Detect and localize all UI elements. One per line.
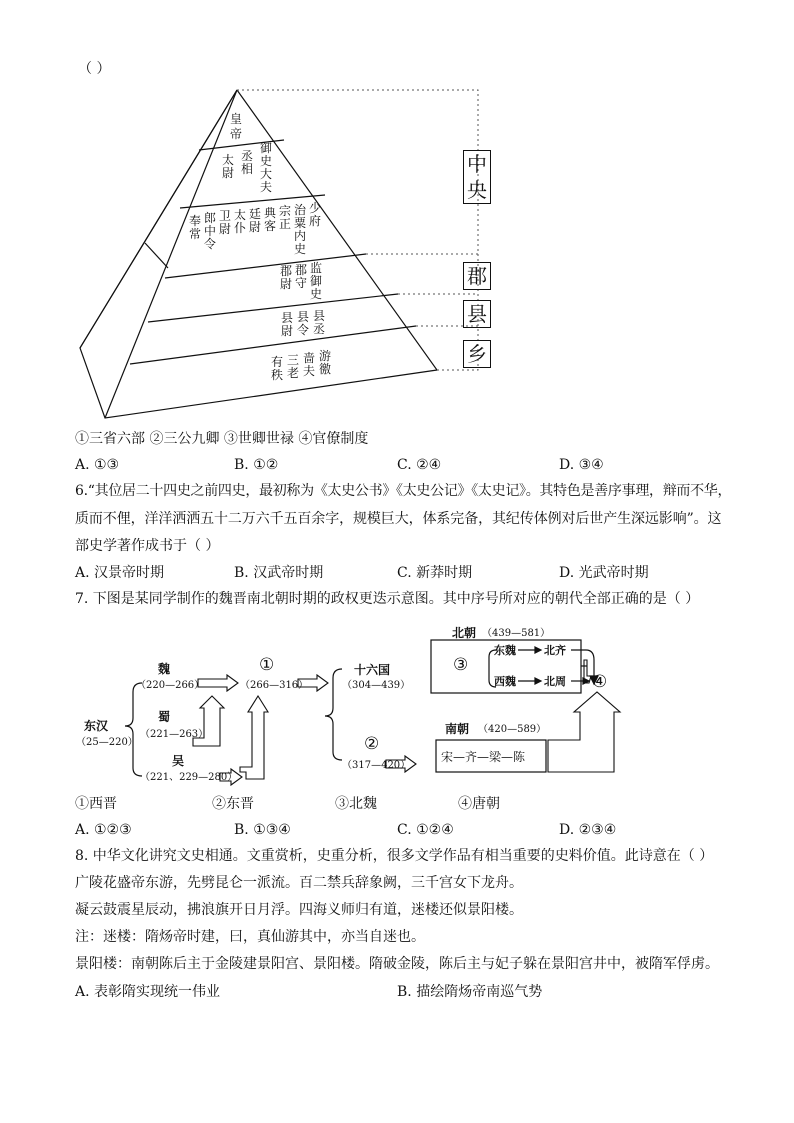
nanchao-years: （420—589）	[478, 724, 547, 735]
pyramid-youzhi: 有秩	[271, 355, 284, 382]
label-jun: 郡	[463, 262, 491, 290]
label-xiang: 乡	[463, 340, 491, 368]
q6-option-c[interactable]: C. 新莽时期	[397, 565, 473, 581]
pyramid-chengxiang: 丞相	[241, 149, 254, 176]
beichao-years: （439—581）	[482, 628, 551, 639]
pyramid-weiwei: 卫尉	[219, 209, 232, 236]
pyramid-langzhongling: 郎中令	[204, 211, 217, 251]
pyramid-junwei: 郡尉	[280, 264, 293, 291]
q8-note-2: 景阳楼：南朝陈后主于金陵建景阳宫、景阳楼。隋破金陵，陈后主与妃子躲在景阳宫井中，被隋军俘虏。	[75, 956, 719, 972]
q6-option-a[interactable]: A. 汉景帝时期	[75, 565, 165, 581]
q5-option-d[interactable]: D. ③④	[559, 457, 604, 473]
q7-item-4: ④唐朝	[458, 796, 500, 812]
pyramid-tingwei: 廷尉	[249, 207, 262, 234]
q7-item-1: ①西晋	[75, 796, 117, 812]
pyramid-zhisu: 治粟	[294, 203, 307, 230]
sixteen-years: （304—439）	[342, 680, 411, 691]
q8-note-1: 注：迷楼：隋炀帝时建，曰，真仙游其中，亦当自迷也。	[75, 929, 425, 945]
pyramid-emperor: 皇帝	[230, 112, 243, 141]
q7-stem: 7. 下图是某同学制作的魏晋南北朝时期的政权更迭示意图。其中序号所对应的朝代全部正确的是（ ）	[75, 591, 700, 607]
q6-stem-line2: 质而不俚，洋洋洒洒五十二万六千五百余字，规模巨大，体系完备，其纪传体例对后世产生深远影响”。这	[75, 511, 722, 527]
pyramid-junshou: 郡守	[295, 263, 308, 290]
pyramid-shaofu: 少府	[309, 201, 322, 228]
label-central: 中央	[463, 150, 491, 204]
pyramid-xianling: 县令	[297, 310, 310, 337]
pyramid-yushi: 御史大夫	[260, 141, 273, 194]
q5-option-c[interactable]: C. ②④	[397, 457, 442, 473]
pyramid-taipu: 太仆	[234, 208, 247, 235]
beichao-label: 北朝	[452, 626, 477, 640]
q8-option-b[interactable]: B. 描绘隋炀帝南巡气势	[397, 984, 543, 1000]
q7-item-3: ③北魏	[335, 796, 377, 812]
q7-option-a[interactable]: A. ①②③	[75, 822, 132, 838]
q5-option-a[interactable]: A. ①③	[75, 457, 120, 473]
marker-3: ③	[453, 655, 469, 675]
q6-option-b[interactable]: B. 汉武帝时期	[234, 565, 324, 581]
pyramid-xianwei: 县尉	[281, 311, 294, 338]
q6-stem-line1: 6.“其位居二十四史之前四史，最初称为《太史公书》《太史公记》《太史记》。其特色是善序事理，辩而不华，	[75, 483, 732, 499]
label-xian: 县	[463, 300, 491, 328]
marker-4: ④	[592, 672, 608, 692]
q6-stem-line3: 部史学著作成书于（ ）	[75, 538, 220, 554]
pyramid-zongzheng: 宗正	[279, 204, 292, 231]
q8-poem-line2: 凝云鼓震星辰动，拂浪旗开日月浮。四海义师归有道，迷楼还似景阳楼。	[75, 902, 523, 918]
donghan-years: （25—220）	[76, 737, 138, 748]
donghan-label: 东汉	[84, 719, 109, 733]
q8-poem-line1: 广陵花盛帝东游，先劈昆仑一派流。百二禁兵辞象阙，三千宫女下龙舟。	[75, 875, 523, 891]
q7-option-d[interactable]: D. ②③④	[559, 822, 617, 838]
wu-years: （221、229—280）	[140, 772, 238, 783]
pyramid-sefu: 啬夫	[303, 351, 316, 378]
pyramid-dianke: 典客	[264, 206, 277, 233]
q7-item-2: ②东晋	[212, 796, 254, 812]
q5-items: ①三省六部 ②三公九卿 ③世卿世禄 ④官僚制度	[75, 431, 369, 447]
q5-option-b[interactable]: B. ①②	[234, 457, 279, 473]
pyramid-sanlao: 三老	[287, 353, 300, 380]
wei-label: 魏	[158, 662, 171, 676]
pyramid-youjiao: 游徼	[319, 349, 332, 376]
wu-label: 吴	[172, 754, 185, 768]
q8-option-a[interactable]: A. 表彰隋实现统一伟业	[75, 984, 221, 1000]
q7-option-c[interactable]: C. ①②④	[397, 822, 454, 838]
n1-years: （266—316）	[240, 680, 309, 691]
marker-2: ②	[364, 734, 380, 754]
n2-years: （317—420）	[342, 760, 411, 771]
q7-option-b[interactable]: B. ①③④	[234, 822, 291, 838]
pyramid-xiancheng: 县丞	[313, 309, 326, 336]
pyramid-jianyushi: 监御史	[310, 261, 323, 301]
nanchao-sequence: 宋—齐—梁—陈	[441, 750, 526, 764]
wei-years: （220—266）	[136, 680, 205, 691]
sixteen-kingdoms-label: 十六国	[354, 663, 391, 677]
pyramid-fengchang: 奉常	[189, 214, 202, 241]
pyramid-neishi: 内史	[294, 229, 307, 256]
q5-blank: （ ）	[78, 61, 111, 77]
beizhou-label: 北周	[544, 675, 566, 688]
xiwei-label: 西魏	[494, 675, 516, 688]
dongwei-label: 东魏	[494, 644, 516, 657]
pyramid-taiwei: 太尉	[222, 153, 235, 180]
q6-option-d[interactable]: D. 光武帝时期	[559, 565, 649, 581]
shu-years: （221—263）	[140, 729, 209, 740]
q8-stem: 8. 中华文化讲究文史相通。文重赏析，史重分析，很多文学作品有相当重要的史料价值。此诗意在（ ）	[75, 848, 714, 864]
beiqi-label: 北齐	[544, 644, 566, 657]
nanchao-label: 南朝	[445, 722, 470, 736]
shu-label: 蜀	[158, 710, 171, 724]
marker-1: ①	[259, 655, 275, 675]
